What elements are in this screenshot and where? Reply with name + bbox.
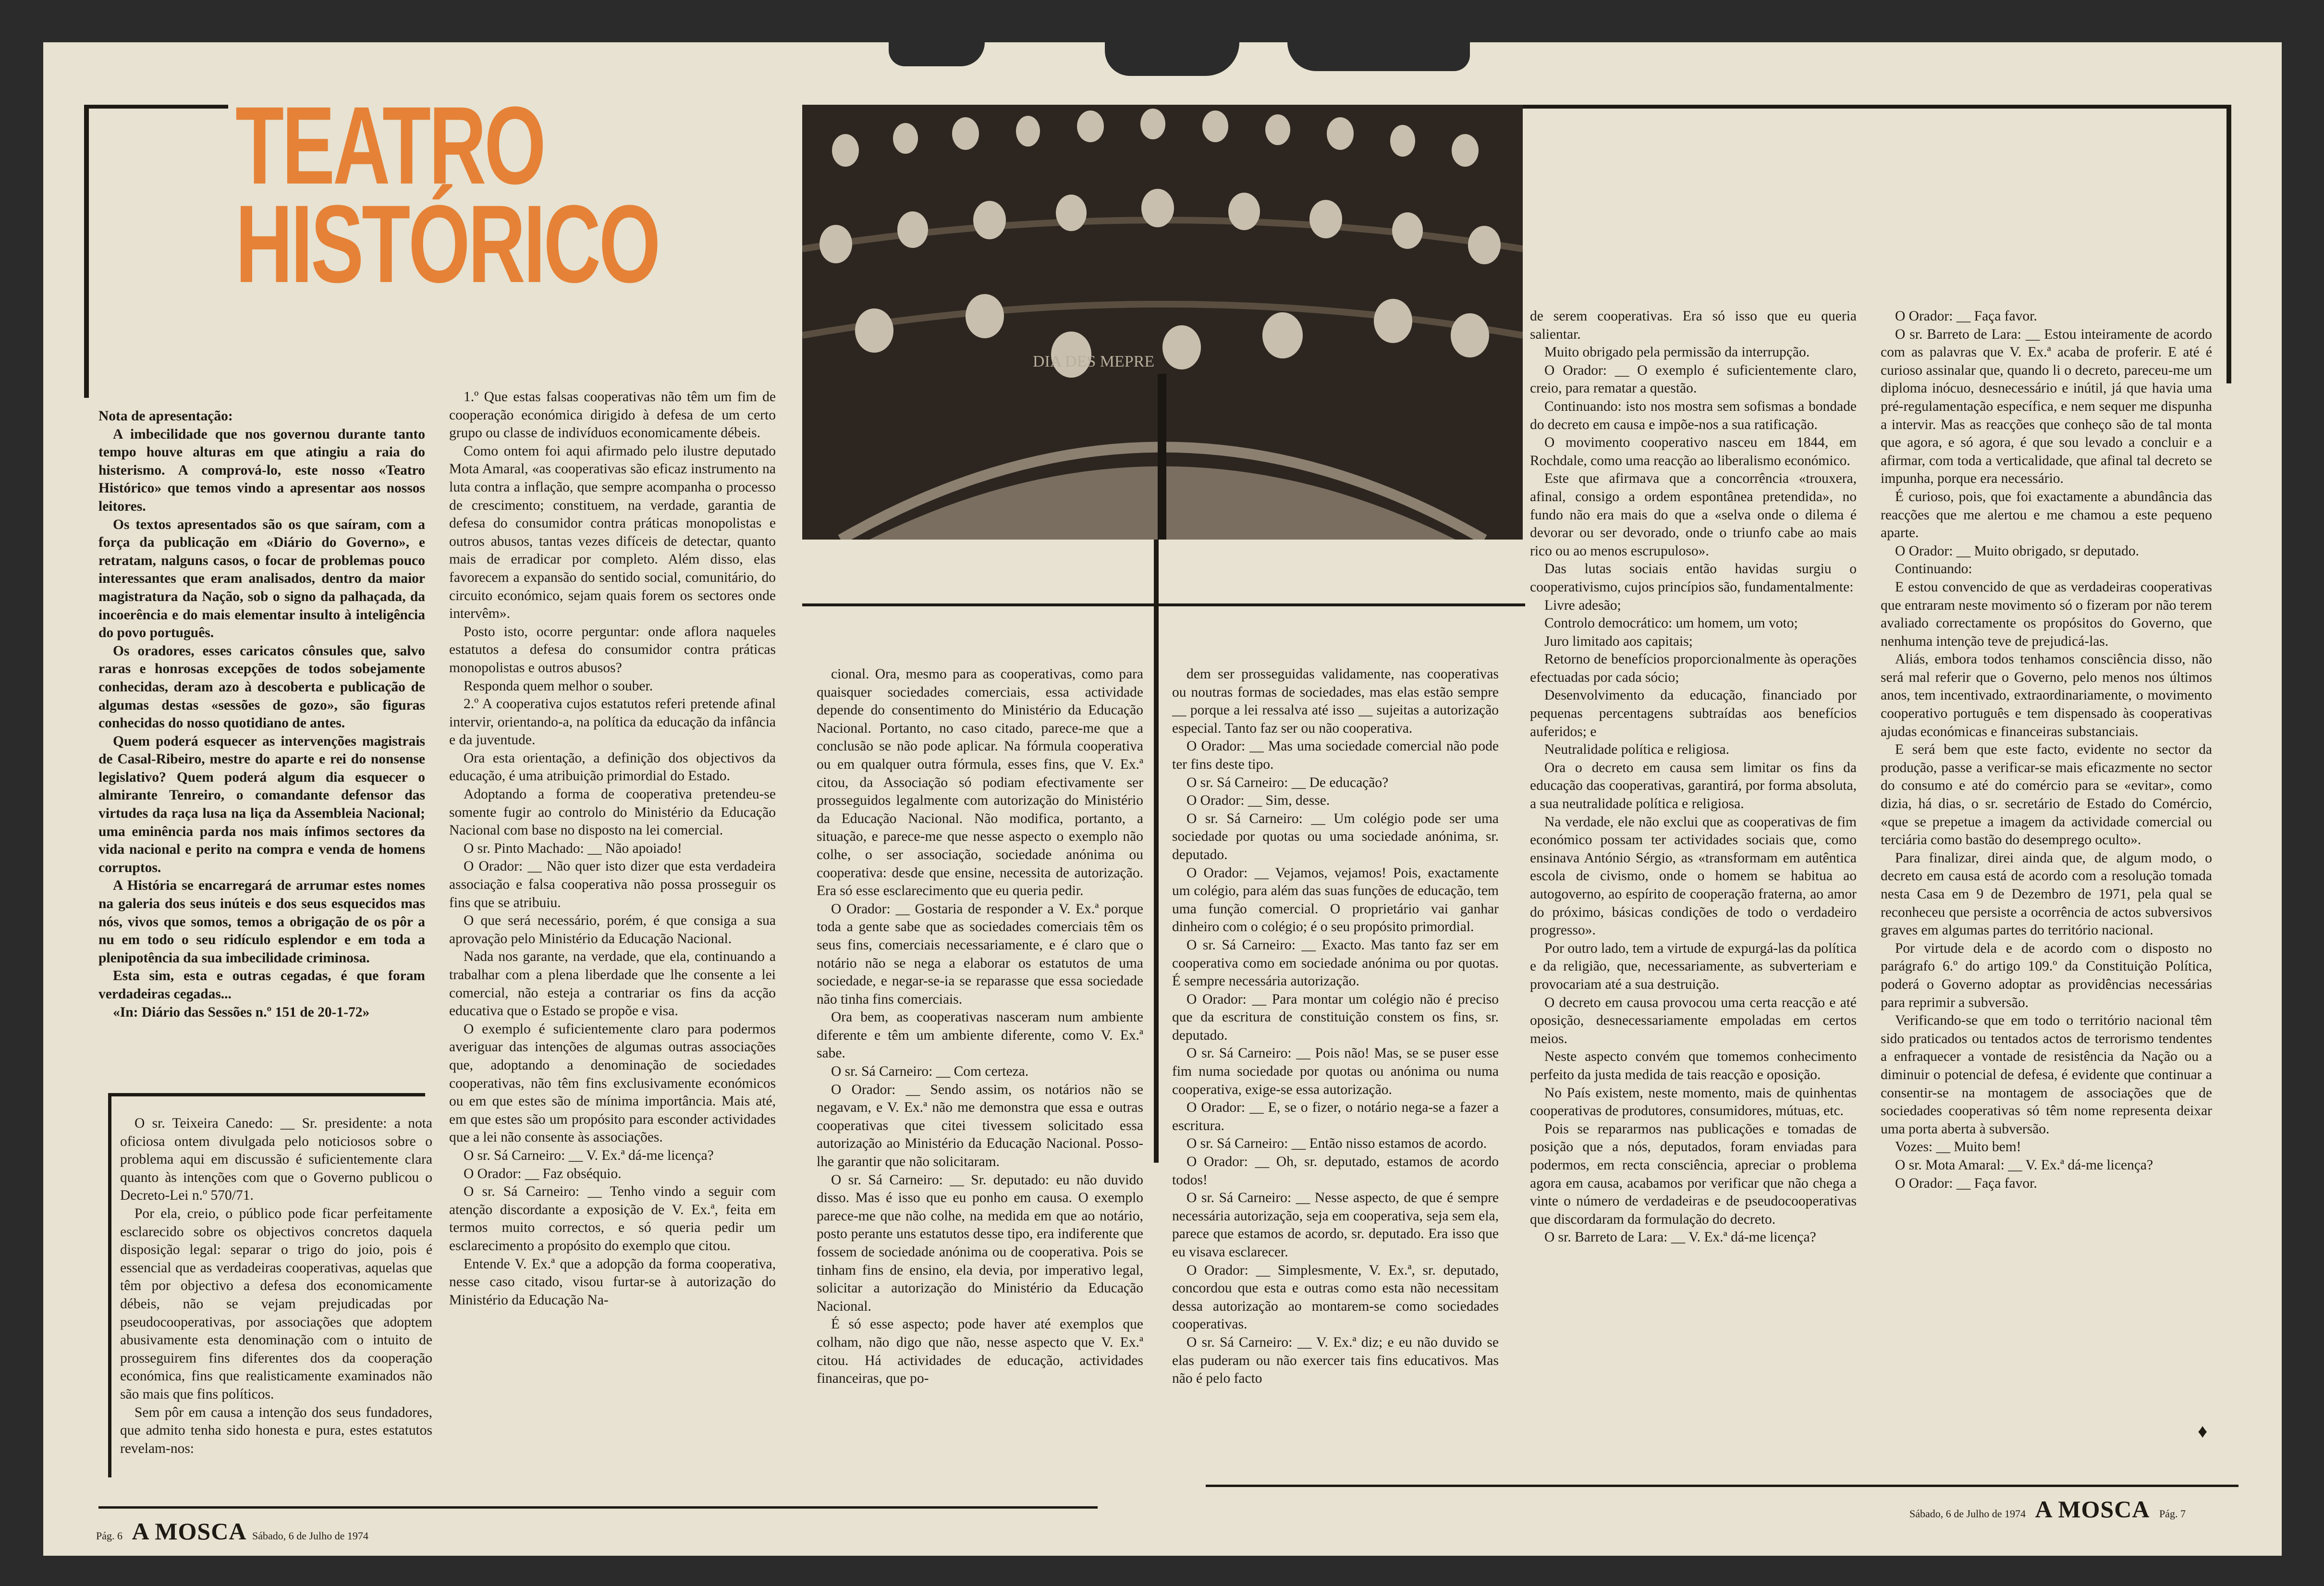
page-number-left: Pág. 6	[96, 1530, 122, 1542]
column-paragraph: O sr. Sá Carneiro: __ Sr. deputado: eu não duvido disso. Mas é isso que eu ponho em causa. O exemplo parece-me que não colhe, na medida em que ao notário, posto perante uns estatutos desse tipo, era indiferente que fossem de sociedade anónima ou de cooperativa. Pois se tinham fins de ensino, ela devia, por imperativo legal, solicitar a autorização do Ministério da Educação Nacional.	[817, 1172, 1143, 1314]
column-paragraph: 2.º A cooperativa cujos estatutos referi pretende afinal intervir, orientando-a, na política da educação da infância e da juventude.	[449, 696, 776, 748]
article-column-2	[449, 388, 776, 1309]
column-paragraph: O sr. Sá Carneiro: __ V. Ex.ª dá-me licença?	[464, 1147, 714, 1163]
photo-caption-text: DIA DES MEPRE	[1033, 353, 1155, 370]
column-paragraph: dem ser prosseguidas validamente, nas cooperativas ou noutras formas de sociedades, mas elas estão sempre __ porque a lei ressalva até isso __ sujeitas a autorização especial. Tanto faz ser ou não cooperativa.	[1172, 666, 1499, 736]
column-paragraph: Na verdade, ele não exclui que as cooperativas de fim económico possam ter actividades sociais que, como ensinava António Sérgio, as «transformam em autêntica escola de civismo, onde o homem se habitua ao autogoverno, ao espírito de cooperação fraterna, ao amor do próximo, básicas condições de todo o verdadeiro progresso».	[1530, 814, 1857, 938]
column-paragraph: Controlo democrático: um homem, um voto;	[1544, 615, 1798, 631]
column-paragraph: Para finalizar, direi ainda que, de algum modo, o decreto em causa está de acordo com a resolução tomada nesta Casa em 9 de Dezembro de 1971, pela qual se reconheceu que persiste a ocorrência de actos subversivos graves em algumas partes do território nacional.	[1881, 850, 2212, 938]
column-paragraph: O sr. Pinto Machado: __ Não apoiado!	[464, 840, 682, 856]
footer-rule-right	[1206, 1485, 2238, 1487]
note-paragraph: Quem poderá esquecer as intervenções magistrais de Casal-Ribeiro, mestre do aparte e rei do nonsense legislativo? Quem poderá algum dia esquecer o almirante Tenreiro, o comandante defensor das virtudes da raça lusa na liça da Assembleia Nacional; uma eminência parda nos mais ínfimos sectores da vida nacional e perito na compra e venda de homens corruptos.	[98, 733, 425, 875]
column-paragraph: O decreto em causa provocou uma certa reacção e até oposição, desnecessariamente empoladas em certos meios.	[1530, 995, 1857, 1046]
article-column-4	[1172, 665, 1499, 1388]
column-paragraph: O sr. Sá Carneiro: __ Exacto. Mas tanto faz ser em cooperativa como em sociedade anónima ou por quotas. É sempre necessária autorização.	[1172, 937, 1499, 989]
column-paragraph: O sr. Sá Carneiro: __ Um colégio pode ser uma sociedade por quotas ou uma sociedade anónima, sr. deputado.	[1172, 811, 1499, 862]
column-paragraph: Ora o decreto em causa sem limitar os fins da educação das cooperativas, garantirá, por forma absoluta, a sua neutralidade política e religiosa.	[1530, 760, 1857, 812]
column-paragraph: Verificando-se que em todo o território nacional têm sido praticados ou tentados actos de terrorismo tendentes a enfraquecer a vontade de resistência da Nação ou a diminuir o potencial de defesa, é evidente que continuar a consentir-se na montagem de associações que de sociedades cooperativas só têm nome representa deixar uma porta aberta à subversão.	[1881, 1013, 2212, 1137]
parliament-caricature-photo	[802, 105, 1523, 540]
column-paragraph: O Orador: __ Faça favor.	[1895, 308, 2037, 324]
column-paragraph: O Orador: __ Sim, desse.	[1186, 793, 1330, 809]
article-column-5	[1530, 307, 1857, 1247]
column-paragraph: Continuando:	[1895, 561, 1972, 577]
column-paragraph: O Orador: __ Gostaria de responder a V. Ex.ª porque toda a gente sabe que as sociedades comerciais têm os seus fins, comerciais necessariamente, e é claro que o notário não se nega a elaborar os estatutos de uma sociedade, e negar-se-ia se reparasse que essa sociedade não tinha fins comerciais.	[817, 901, 1143, 1007]
column-paragraph: Pois se repararmos nas publicações e tomadas de posição que a nós, deputados, foram enviadas para podermos, em recta consciência, apreciar o problema agora em causa, acabamos por verificar que não chega a vinte o número de verdadeiras e de pseudocooperativas que discordaram da formulação do decreto.	[1530, 1121, 1857, 1227]
column-paragraph: Neutralidade política e religiosa.	[1544, 742, 1729, 758]
frame-right-vertical	[2226, 105, 2231, 383]
column-paragraph: Entende V. Ex.ª que a adopção da forma cooperativa, nesse caso citado, visou furtar-se à autorização do Ministério da Educação Na-	[449, 1256, 776, 1308]
column-paragraph: O sr. Sá Carneiro: __ V. Ex.ª diz; e eu não duvido se elas puderam ou não exercer tais fins educativos. Mas não é pelo facto	[1172, 1334, 1499, 1387]
column-paragraph: O sr. Sá Carneiro: __ Pois não! Mas, se se puser esse fim numa sociedade por quotas ou anónima ou numa cooperativa, exige-se essa autorização.	[1172, 1045, 1499, 1097]
column-paragraph: Como ontem foi aqui afirmado pelo ilustre deputado Mota Amaral, «as cooperativas são eficaz instrumento na luta contra a inflação, que sempre acompanha o processo de crescimento; constituem, na verdade, garantia de defesa do consumidor contra práticas monopolistas e outros abusos, tantas vezes difíceis de detectar, quanto mais de erradicar por completo. Além disso, elas favorecem a expansão do sentido social, comunitário, do circuito económico, sejam quais forem os sectores onde intervêm».	[449, 443, 776, 622]
page-number-right: Pág. 7	[2159, 1508, 2186, 1520]
column-paragraph: Por ela, creio, o público pode ficar perfeitamente esclarecido sobre os objectivos concretos daquela disposição legal: separar o trigo do joio, pois é essencial que as verdadeiras cooperativas, aquelas que têm por objectivo a defesa dos economicamente débeis, não se vejam prejudicadas por pseudocooperativas, por associações que adoptem abusivamente esta denominação com o intuito de prosseguirem fins diferentes dos da cooperação económica, fins que realisticamente examinados não são mais que fins políticos.	[120, 1205, 432, 1402]
footer-right	[1909, 1495, 2186, 1523]
note-heading: Nota de apresentação:	[98, 408, 233, 424]
column-paragraph: O Orador: __ Vejamos, vejamos! Pois, exactamente um colégio, para além das suas funções de educação, tem uma função comercial. O proprietário vai ganhar dinheiro com o colégio; é o seu propósito primordial.	[1172, 865, 1499, 935]
note-source: «In: Diário das Sessões n.º 151 de 20-1-72»	[113, 1004, 370, 1020]
column-paragraph: Livre adesão;	[1544, 597, 1621, 613]
frame-left-vertical	[84, 105, 89, 398]
footer-left	[96, 1517, 368, 1545]
column-paragraph: O exemplo é suficientemente claro para podermos averiguar das intenções de algumas outras associações que, adoptando a denominação de sociedades cooperativas, não têm fins exclusivamente económicos ou em que estes são de mínima importância. Mais até, em que estes são um propósito para esconder actividades que a lei não consente às associações.	[449, 1021, 776, 1145]
column-paragraph: 1.º Que estas falsas cooperativas não têm um fim de cooperação económica dirigido à defesa de um certo grupo ou classe de indivíduos economicamente débeis.	[449, 389, 776, 441]
masthead-logo-left: A MOSCA	[132, 1518, 247, 1545]
article-column-3	[817, 665, 1143, 1388]
title-line-1: TEATRO	[235, 84, 544, 207]
end-mark-icon: ♦	[2198, 1420, 2208, 1442]
column-paragraph: O Orador: __ Faça favor.	[1895, 1175, 2037, 1191]
column-paragraph: E estou convencido de que as verdadeiras cooperativas que entraram neste movimento só o fizeram por não terem avaliado correctamente os propósitos do Governo, que nenhuma intenção teve de prejudicá-las.	[1881, 579, 2212, 649]
caricature-image	[802, 105, 1523, 540]
column-paragraph: E será bem que este facto, evidente no sector da produção, passe a verificar-se mais eficazmente no sector do consumo e até do comércio para se «evitar», como dizia, há dias, o sr. secretário de Estado do Comércio, «que se prepetue a imagem da actividade comercial ou terciária como bastão do desemprego oculto».	[1881, 742, 2212, 848]
column-paragraph: O Orador: __ Para montar um colégio não é preciso que da escritura de constituição constem os fins, sr. deputado.	[1172, 991, 1499, 1043]
column-paragraph: Das lutas sociais então havidas surgiu o cooperativismo, cujos princípios são, fundamentalmente:	[1530, 561, 1857, 595]
frame-top-left	[84, 105, 228, 109]
note-paragraph: A História se encarregará de arrumar estes nomes na galeria dos seus inúteis e dos seus esquecidos mas nós, vivos que somos, temos a obrigação de os pôr a nu em todo o seu ridículo esplendor e em toda a plenipotência da sua imbecilidade criminosa.	[98, 878, 425, 966]
note-paragraph: Os oradores, esses caricatos cônsules que, salvo raras e honrosas excepções de todos sobejamente conhecidas, deram azo à descoberta e publicação de algumas destas «sessões de gozo», são figuras conhecidas do nosso quotidiano de antes.	[98, 643, 425, 731]
column-paragraph: O sr. Sá Carneiro: __ Tenho vindo a seguir com atenção discordante a exposição de V. Ex.ª, feita em termos muito correctos, e só queria pedir um esclarecimento a propósito do exemplo que citou.	[449, 1184, 776, 1254]
note-paragraph: Os textos apresentados são os que saíram, com a força da publicação em «Diário do Governo», e retratam, nalguns casos, o focar de problemas pouco interessantes que eram analisados, dentro da maior magistratura da Nação, sob o signo da palhaçada, da incoerência e do mais elementar insulto à inteligência do povo português.	[98, 516, 425, 641]
column-paragraph: O sr. Mota Amaral: __ V. Ex.ª dá-me licença?	[1895, 1157, 2153, 1173]
title-line-2: HISTÓRICO	[235, 182, 659, 306]
column-paragraph: Por outro lado, tem a virtude de expurgá-las da política e da religião, que, necessariamente, as subverteriam e provocariam até a sua destruição.	[1530, 940, 1857, 992]
masthead-logo-right: A MOSCA	[2035, 1496, 2150, 1523]
column-paragraph: Adoptando a forma de cooperativa pretendeu-se somente fugir ao controlo do Ministério da Educação Nacional com base no disposto na lei comercial.	[449, 787, 776, 838]
note-left-rule	[108, 1093, 111, 1477]
column-paragraph: O Orador: __ Muito obrigado, sr deputado.	[1895, 543, 2139, 559]
column-paragraph: Desenvolvimento da educação, financiado por pequenas percentagens subtraídas aos benefícios auferidos; e	[1530, 688, 1857, 739]
presentation-note	[98, 407, 425, 1021]
column-paragraph: Retorno de benefícios proporcionalmente às operações efectuadas por cada sócio;	[1530, 652, 1857, 685]
page-title	[235, 84, 659, 306]
column-paragraph: O Orador: __ Faz obséquio.	[464, 1166, 622, 1181]
column-paragraph: Aliás, embora todos tenhamos consciência disso, não será mal referir que o Governo, pelo menos nos últimos anos, tem incentivado, extraordinariamente, o movimento cooperativo português e tem dispensado às cooperativas ajudas económicas e financeiras substanciais.	[1881, 652, 2212, 739]
column-paragraph: Por virtude dela e de acordo com o disposto no parágrafo 6.º do artigo 109.º da Constituição Política, poderá o Governo adoptar as providências necessárias para reprimir a subversão.	[1881, 940, 2212, 1010]
column-paragraph: Ora bem, as cooperativas nasceram num ambiente diferente e têm um ambiente diferente, como V. Ex.ª sabe.	[817, 1009, 1143, 1061]
column-paragraph: No País existem, neste momento, mais de quinhentas cooperativas de produtores, consumidores, mútuas, etc.	[1530, 1085, 1857, 1119]
date-right: Sábado, 6 de Julho de 1974	[1909, 1508, 2026, 1520]
column-paragraph: Neste aspecto convém que tomemos conhecimento perfeito da justa medida de tais reacção e oposição.	[1530, 1049, 1857, 1082]
torn-edge	[889, 42, 985, 66]
torn-edge	[1287, 42, 1470, 71]
column-paragraph: O Orador: __ Oh, sr. deputado, estamos de acordo todos!	[1172, 1154, 1499, 1188]
column-paragraph: cional. Ora, mesmo para as cooperativas, como para quaisquer sociedades comerciais, essa actividade depende do consentimento do Ministério da Educação Nacional. Portanto, no caso citado, parece-me que a conclusão se não pode aplicar. Na fórmula cooperativa ou em qualquer outra fórmula, esses fins, que V. Ex.ª citou, da Associação só podiam efectivamente ser prosseguidos legalmente com autorização do Ministério da Educação Nacional. Não modifica, portanto, a situação, e parece-me que nesse aspecto o exemplo não colhe, o ser associação, sociedade anónima ou cooperativa: desde que ensine, necessita de autorização. Era só esse esclarecimento que eu queria pedir.	[817, 666, 1143, 899]
column-paragraph: O Orador: __ Simplesmente, V. Ex.ª, sr. deputado, concordou que esta e outras como esta não necessitam dessa autorização ao montarem-se como sociedades cooperativas.	[1172, 1262, 1499, 1332]
column-paragraph: O sr. Teixeira Canedo: __ Sr. presidente: a nota oficiosa ontem divulgada pelo noticiosos sobre o problema aqui em discussão é suficientemente clara quanto às intenções com que o Governo publicou o Decreto-Lei n.º 570/71.	[120, 1116, 432, 1204]
column-paragraph: O sr. Sá Carneiro: __ De educação?	[1186, 775, 1389, 790]
column-paragraph: O sr. Sá Carneiro: __ Então nisso estamos de acordo.	[1186, 1136, 1487, 1152]
footer-rule-left	[98, 1506, 1098, 1509]
column-paragraph: O sr. Sá Carneiro: __ Com certeza.	[831, 1064, 1029, 1080]
note-paragraph: Esta sim, esta e outras cegadas, é que foram verdadeiras cegadas...	[98, 968, 425, 1002]
frame-top-right	[1523, 105, 2231, 109]
column-paragraph: O sr. Sá Carneiro: __ Nesse aspecto, de que é sempre necessária autorização, seja em cooperativa, seja sem ela, parece que estamos de acordo, sr. deputado. Era isso que eu visava esclarecer.	[1172, 1190, 1499, 1260]
column-paragraph: O Orador: __ Não quer isto dizer que esta verdadeira associação e falsa cooperativa não possa prosseguir os fins que se atribuiu.	[449, 859, 776, 910]
column-paragraph: Continuando: isto nos mostra sem sofismas a bondade do decreto em causa e impõe-nos a sua ratificação.	[1530, 398, 1857, 432]
column-paragraph: O Orador: __ Sendo assim, os notários não se negavam, e V. Ex.ª não me demonstra que essa e outras cooperativas que citei tivessem solicitado essa autorização ao Ministério da Educação Nacional. Posso-lhe garantir que não solicitaram.	[817, 1082, 1143, 1170]
article-column-1	[120, 1115, 432, 1458]
column-paragraph: O sr. Barreto de Lara: __ Estou inteiramente de acordo com as palavras que V. Ex.ª acaba de proferir. E até é curioso assinalar que, quando li o decreto, pareceu-me um diploma inócuo, desnecessário e inútil, já que havia uma pré-regulamentação específica, e nem sequer me dispunha a intervir. Mas as reacções que conheço são de tal monta que agora, e só agora, é que sou levado a concluir e a afirmar, com toda a verticalidade, que afinal tal decreto se impunha, porque era necessário.	[1881, 326, 2212, 487]
column-paragraph: Este que afirmava que a concorrência «trouxera, afinal, consigo a ordem espontânea pretendida», no fundo não era mais do que a «selva onde o dilema é devorar ou ser devorado, onde o triunfo cabe ao mais rico ou ao menos escrupuloso».	[1530, 471, 1857, 559]
note-paragraph: A imbecilidade que nos governou durante tanto tempo houve alturas em que atingiu a raia do histerismo. A comprová-lo, este nosso «Teatro Histórico» que temos vindo a apresentar aos nossos leitores.	[98, 426, 425, 514]
column-paragraph: Responda quem melhor o souber.	[464, 678, 653, 694]
column-paragraph: Vozes: __ Muito bem!	[1895, 1139, 2021, 1155]
column-paragraph: O movimento cooperativo nasceu em 1844, em Rochdale, como uma reacção ao liberalismo económico.	[1530, 435, 1857, 468]
column-paragraph: Ora esta orientação, a definição dos objectivos da educação, é uma atribuição primordial do Estado.	[449, 750, 776, 784]
column-paragraph: O sr. Barreto de Lara: __ V. Ex.ª dá-me licença?	[1544, 1229, 1816, 1245]
article-column-6	[1881, 307, 2212, 1193]
column-paragraph: de serem cooperativas. Era só isso que eu queria salientar.	[1530, 308, 1857, 342]
column-paragraph: O Orador: __ O exemplo é suficientemente claro, creio, para rematar a questão.	[1530, 362, 1857, 396]
torn-edge	[1105, 42, 1239, 76]
column-paragraph: Nada nos garante, na verdade, que ela, continuando a trabalhar com a plena liberdade que lhe consente a lei comercial, não esteja a contrariar os fins da acção educativa que o Estado se propõe e visa.	[449, 949, 776, 1019]
column-paragraph: Juro limitado aos capitais;	[1544, 633, 1693, 649]
column-paragraph: É só esse aspecto; pode haver até exemplos que colham, não digo que não, nesse aspecto que V. Ex.ª citou. Há actividades de educação, actividades financeiras, que po-	[817, 1316, 1143, 1387]
column-paragraph: O que será necessário, porém, é que consiga a sua aprovação pelo Ministério da Educação Nacional.	[449, 913, 776, 947]
column-paragraph: O Orador: __ E, se o fizer, o notário nega-se a fazer a escritura.	[1172, 1100, 1499, 1133]
column-paragraph: Sem pôr em causa a intenção dos seus fundadores, que admito tenha sido honesta e pura, estes estatutos revelam-nos:	[120, 1404, 432, 1456]
note-rule	[108, 1093, 425, 1096]
photo-rule	[802, 603, 1525, 606]
column-paragraph: Muito obrigado pela permissão da interrupção.	[1544, 344, 1810, 360]
column-paragraph: O Orador: __ Mas uma sociedade comercial não pode ter fins deste tipo.	[1172, 738, 1499, 772]
column-paragraph: É curioso, pois, que foi exactamente a abundância das reacções que me alertou e me chamou a este pequeno aparte.	[1881, 489, 2212, 541]
date-left: Sábado, 6 de Julho de 1974	[252, 1530, 368, 1542]
column-paragraph: Posto isto, ocorre perguntar: onde aflora naqueles estatutos a defesa do consumidor contra práticas monopolistas e outros abusos?	[449, 624, 776, 676]
